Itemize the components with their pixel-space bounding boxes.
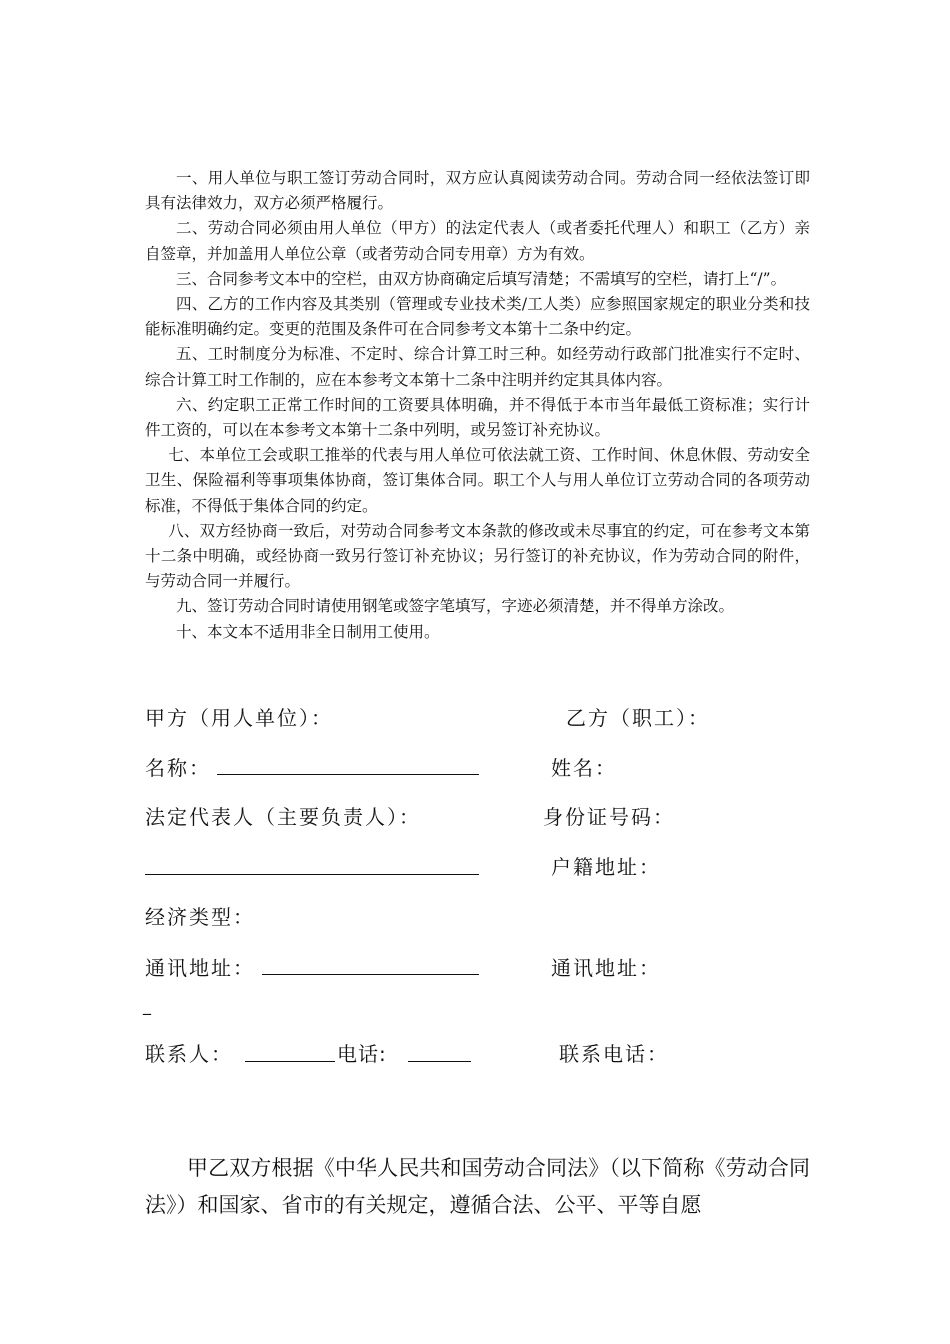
note-4: 四、乙方的工作内容及其类别（管理或专业技术类/工人类）应参照国家规定的职业分类和技能标准明确约定。变更的范围及条件可在合同参考文本第十二条中约定。 — [145, 295, 810, 339]
party-a-legal-rep-field[interactable] — [145, 874, 479, 875]
party-b-phone-label: 联系电话： — [559, 1042, 669, 1066]
party-b-name-label: 姓名： — [551, 756, 617, 780]
party-a-name-field[interactable] — [217, 774, 479, 775]
party-a-address-label: 通讯地址： — [145, 956, 255, 980]
party-a-phone-field[interactable] — [408, 1061, 471, 1062]
note-9: 九、签订劳动合同时请使用钢笔或签字笔填写，字迹必须清楚，并不得单方涂改。 — [176, 597, 735, 616]
party-b-address-label: 通讯地址： — [551, 956, 661, 980]
party-b-id-label: 身份证号码： — [543, 805, 675, 829]
party-a-phone-label: 电话: — [337, 1042, 387, 1066]
party-a-legal-rep-label: 法定代表人（主要负责人）： — [145, 805, 421, 829]
party-a-econ-type-label: 经济类型： — [145, 905, 255, 929]
party-a-heading: 甲方（用人单位）： — [145, 706, 333, 730]
note-8: 八、双方经协商一致后，对劳动合同参考文本条款的修改或未尽事宜的约定，可在参考文本第十二条中明确，或经协商一致另行签订补充协议；另行签订的补充协议，作为劳动合同的附件，与劳动合同一并履行。 — [145, 521, 810, 591]
note-5: 五、工时制度分为标准、不定时、综合计算工时三种。如经劳动行政部门批准实行不定时、综合计算工时工作制的，应在本参考文本第十二条中注明并约定其具体内容。 — [145, 345, 810, 389]
note-6: 六、约定职工正常工作时间的工资要具体明确，并不得低于本市当年最低工资标准；实行计件工资的，可以在本参考文本第十二条中列明，或另签订补充协议。 — [145, 395, 810, 440]
stray-underscore-mark: _ — [143, 996, 153, 1015]
note-1: 一、用人单位与职工签订劳动合同时，双方应认真阅读劳动合同。劳动合同一经依法签订即具有法律效力，双方必须严格履行。 — [145, 169, 810, 213]
party-a-address-field[interactable] — [262, 974, 479, 975]
party-b-heading: 乙方（职工）： — [566, 706, 710, 730]
party-a-contact-label: 联系人： — [145, 1042, 233, 1066]
party-a-contact-field[interactable] — [245, 1061, 335, 1062]
instructions-section — [145, 166, 810, 645]
party-b-household-label: 户籍地址： — [551, 855, 661, 879]
note-10: 十、本文本不适用非全日制用工使用。 — [176, 622, 440, 641]
intro-text: 甲乙双方根据《中华人民共和国劳动合同法》（以下简称《劳动合同法》）和国家、省市的有关规定，遵循合法、公平、平等自愿 — [145, 1156, 810, 1217]
party-a-name-label: 名称： — [145, 756, 211, 780]
note-7: 七、本单位工会或职工推举的代表与用人单位可依法就工资、工作时间、休息休假、劳动安全卫生、保险福利等事项集体协商，签订集体合同。职工个人与用人单位订立劳动合同的各项劳动标准，不得低于集体合同的约定。 — [145, 446, 810, 515]
note-2: 二、劳动合同必须由用人单位（甲方）的法定代表人（或者委托代理人）和职工（乙方）亲自签章，并加盖用人单位公章（或者劳动合同专用章）方为有效。 — [145, 219, 810, 263]
contract-intro-paragraph — [145, 1150, 810, 1224]
note-3: 三、合同参考文本中的空栏，由双方协商确定后填写清楚；不需填写的空栏，请打上“/”。 — [176, 269, 787, 288]
